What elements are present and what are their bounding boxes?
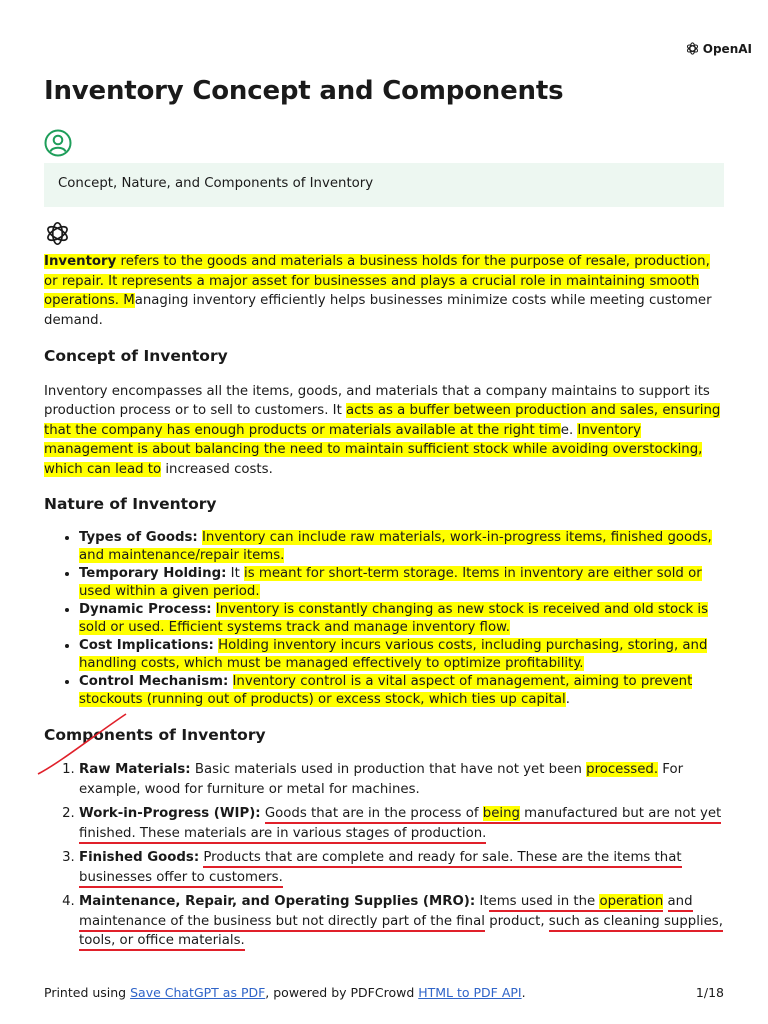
highlight: Inventory is constantly changing as new stock is received and old stock is sold or used. Efficient systems track and manage inventory flow. bbox=[79, 601, 709, 635]
save-chatgpt-link[interactable]: Save ChatGPT as PDF bbox=[130, 985, 266, 1000]
highlight: is meant for short-term storage. Items in inventory are either sold or used within a given period. bbox=[79, 565, 702, 599]
item-label: Work-in-Progress (WIP): bbox=[79, 806, 261, 821]
highlight: Inventory management is about balancing the need to maintain sufficient stock while avoiding overstocking, which can lead to bbox=[44, 422, 703, 477]
list-item bbox=[79, 804, 724, 843]
highlight: processed. bbox=[586, 762, 659, 777]
page-title: Inventory Concept and Components bbox=[44, 76, 564, 106]
list-item bbox=[79, 848, 724, 887]
heading-text: Components of Inventory bbox=[44, 725, 266, 744]
underlined-text: Products that are complete and ready for sale. These are the items that businesses offer to customers. bbox=[79, 850, 682, 888]
highlight: acts as a buffer between production and sales, ensuring that the company has enough products or materials available at the right tim bbox=[44, 403, 721, 438]
highlight: Inventory control is a vital aspect of management, aiming to prevent stockouts (running out of products) or excess stock, which ties up capital bbox=[79, 673, 693, 707]
highlight: refers to the goods and materials a business holds for the purpose of resale, production, or repair. It represents a major asset for businesses and plays a crucial role in maintaining smooth operations. M bbox=[44, 254, 710, 308]
html-to-pdf-link[interactable]: HTML to PDF API bbox=[418, 985, 522, 1000]
text bbox=[663, 894, 667, 909]
highlight: Holding inventory incurs various costs, including purchasing, storing, and handling costs, which must be managed effectively to optimize profitability. bbox=[79, 637, 708, 671]
item-label: Raw Materials: bbox=[79, 762, 191, 777]
text: Basic materials used in production that have not yet been bbox=[190, 762, 587, 777]
text: increased costs. bbox=[161, 461, 273, 477]
list-item bbox=[79, 601, 724, 637]
highlight: being bbox=[482, 806, 520, 821]
chatgpt-logo-icon bbox=[44, 220, 71, 247]
user-prompt bbox=[44, 163, 724, 207]
text: manufactured but are not yet finished. These materials are in various stages of production. bbox=[79, 806, 722, 841]
item-label: Finished Goods: bbox=[79, 850, 200, 865]
list-item bbox=[79, 760, 724, 799]
brand-name: OpenAI bbox=[702, 41, 752, 56]
item-label: Cost Implications: bbox=[79, 637, 214, 653]
prompt-text: Concept, Nature, and Components of Inventory bbox=[58, 176, 374, 191]
text: product, bbox=[484, 913, 549, 929]
intro-paragraph bbox=[44, 252, 724, 330]
text: . bbox=[565, 691, 570, 707]
intro-bold-term: Inventory bbox=[44, 254, 117, 269]
nature-list bbox=[44, 529, 724, 709]
list-item bbox=[79, 892, 724, 951]
item-label: Control Mechanism: bbox=[79, 673, 229, 689]
text: e. bbox=[560, 422, 578, 438]
text: ems used in the bbox=[488, 894, 600, 909]
text: For example, wood for furniture or metal for machines. bbox=[79, 762, 684, 797]
text: Printed using bbox=[44, 985, 131, 1000]
user-avatar-icon bbox=[44, 129, 72, 157]
item-label: Types of Goods: bbox=[79, 529, 198, 545]
heading-concept: Concept of Inventory bbox=[44, 347, 228, 365]
underlined-text: and maintenance of the business but not directly part of the final bbox=[79, 894, 693, 932]
item-label: Temporary Holding: bbox=[79, 565, 227, 581]
text: anaging inventory efficiently helps businesses minimize costs while meeting customer demand. bbox=[44, 293, 712, 328]
item-label: Dynamic Process: bbox=[79, 601, 212, 617]
footer-credit bbox=[44, 985, 526, 1000]
text: It bbox=[226, 565, 245, 581]
list-item bbox=[79, 637, 724, 673]
highlight: Inventory can include raw materials, work-in-progress items, finished goods, and maintenance/repair items. bbox=[79, 529, 712, 563]
list-item bbox=[79, 529, 724, 565]
text: . bbox=[521, 985, 526, 1000]
heading-components bbox=[44, 726, 724, 746]
openai-brand bbox=[685, 41, 752, 56]
underlined-text bbox=[489, 894, 664, 912]
page-footer bbox=[44, 985, 724, 1000]
text: , powered by PDFCrowd bbox=[265, 985, 419, 1000]
list-item bbox=[79, 673, 724, 709]
underlined-text: such as cleaning supplies, tools, or office materials. bbox=[79, 914, 723, 952]
item-label: Maintenance, Repair, and Operating Supplies (MRO): bbox=[79, 894, 476, 909]
text: Goods that are in the process of bbox=[264, 806, 483, 821]
openai-logo-icon bbox=[685, 41, 700, 56]
text bbox=[228, 674, 232, 689]
highlight: operation bbox=[599, 894, 664, 909]
heading-nature: Nature of Inventory bbox=[44, 495, 217, 513]
components-list bbox=[44, 760, 724, 951]
text: It bbox=[475, 894, 489, 909]
concept-paragraph bbox=[44, 382, 724, 480]
assistant-response bbox=[44, 252, 724, 956]
page-number: 1/18 bbox=[695, 985, 724, 1000]
text: Inventory encompasses all the items, goods, and materials that a company maintains to support its production process or to sell to customers. It bbox=[44, 383, 710, 418]
list-item bbox=[79, 565, 724, 601]
